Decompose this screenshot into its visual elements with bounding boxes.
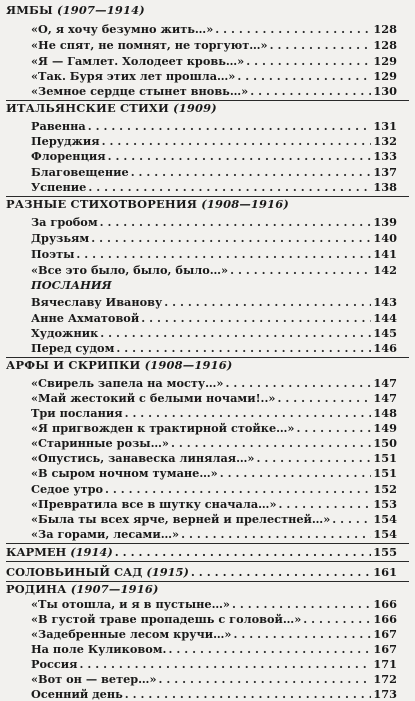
section-years: (1909) <box>173 101 217 115</box>
entry-page: 131 <box>373 120 397 133</box>
entry-page: 151 <box>373 467 397 480</box>
section-title-italian <box>6 101 217 115</box>
leader-dots <box>100 216 372 229</box>
toc-entry-nightingale-garden[interactable] <box>6 565 397 579</box>
leader-dots <box>76 248 371 261</box>
entry-page: 148 <box>373 407 397 420</box>
section-title-various <box>6 197 289 211</box>
section-years: (1908—1916) <box>144 358 233 372</box>
entry-title: Вячеславу Иванову <box>31 296 163 309</box>
section-title-harps <box>6 358 232 372</box>
leader-dots <box>232 598 371 611</box>
leader-dots <box>237 70 371 83</box>
section-title-rodina <box>6 582 159 596</box>
toc-entry[interactable] <box>31 39 397 52</box>
toc-entry[interactable] <box>31 264 397 277</box>
toc-entry-carmen[interactable] <box>6 545 397 559</box>
leader-dots <box>233 628 371 641</box>
leader-dots <box>181 528 371 541</box>
entry-title: «Ты отошла, и я в пустыне…» <box>31 598 230 611</box>
leader-dots <box>230 264 371 277</box>
entry-title: Перуджия <box>31 135 100 148</box>
toc-entry[interactable] <box>31 55 397 68</box>
entry-title: Перед судом <box>31 342 115 355</box>
entry-page: 133 <box>373 150 397 163</box>
toc-entry[interactable] <box>31 643 397 656</box>
leader-dots <box>297 422 372 435</box>
toc-entry[interactable] <box>31 392 397 405</box>
section-name: СОЛОВЬИНЫЙ САД <box>6 565 143 579</box>
leader-dots <box>100 327 371 340</box>
entry-title: Друзьям <box>31 232 90 245</box>
entry-page: 166 <box>373 598 397 611</box>
entry-page: 138 <box>373 181 397 194</box>
leader-dots <box>277 392 371 405</box>
leader-dots <box>169 643 372 656</box>
entry-title: За гробом <box>31 216 98 229</box>
toc-entry[interactable] <box>31 452 397 465</box>
leader-dots <box>250 85 371 98</box>
entry-title: Художник <box>31 327 99 340</box>
entry-page: 173 <box>373 688 397 701</box>
entry-page: 141 <box>373 248 397 261</box>
entry-page: 132 <box>373 135 397 148</box>
leader-dots <box>108 150 372 163</box>
leader-dots <box>332 513 371 526</box>
leader-dots <box>270 39 372 52</box>
section-years: (1914) <box>70 545 113 559</box>
section-name: АРФЫ И СКРИПКИ <box>6 358 141 372</box>
entry-page: 172 <box>373 673 397 686</box>
toc-entry[interactable] <box>31 673 397 686</box>
leader-dots <box>80 658 372 671</box>
entry-title: Россия <box>31 658 78 671</box>
section-name: КАРМЕН <box>6 545 67 559</box>
entry-title: Осенний день <box>31 688 123 701</box>
entry-page: 144 <box>373 312 397 325</box>
section-years: (1915) <box>146 565 189 579</box>
toc-entry[interactable] <box>31 628 397 641</box>
entry-title: Седое утро <box>31 483 104 496</box>
entry-title: «Опустись, занавеска линялая…» <box>31 452 255 465</box>
leader-dots <box>159 673 372 686</box>
entry-page: 129 <box>373 70 397 83</box>
leader-dots <box>171 437 371 450</box>
toc-entry[interactable] <box>31 70 397 83</box>
leader-dots <box>246 55 371 68</box>
entry-page: 152 <box>373 483 397 496</box>
toc-entry[interactable] <box>31 150 397 163</box>
toc-entry[interactable] <box>31 135 397 148</box>
entry-page: 150 <box>373 437 397 450</box>
entry-title: Благовещение <box>31 166 129 179</box>
toc-entry[interactable] <box>31 483 397 496</box>
entry-page: 153 <box>373 498 397 511</box>
toc-entry[interactable] <box>31 327 397 340</box>
toc-entry[interactable] <box>31 216 397 229</box>
leader-dots <box>303 613 371 626</box>
toc-entry[interactable] <box>31 312 397 325</box>
entry-page: 166 <box>373 613 397 626</box>
entry-page: 146 <box>373 342 397 355</box>
leader-dots <box>256 452 371 465</box>
entry-page: 171 <box>373 658 397 671</box>
entry-page: 149 <box>373 422 397 435</box>
leader-dots <box>116 342 371 355</box>
leader-dots <box>279 498 372 511</box>
entry-title: «Вот он — ветер…» <box>31 673 157 686</box>
leader-dots <box>115 545 372 559</box>
entry-title: «Старинные розы…» <box>31 437 169 450</box>
entry-title: «В сыром ночном тумане…» <box>31 467 218 480</box>
toc-entry[interactable] <box>31 166 397 179</box>
entry-page: 147 <box>373 377 397 390</box>
toc-entry[interactable] <box>31 85 397 98</box>
section-divider <box>6 561 409 562</box>
leader-dots <box>88 120 372 133</box>
section-title-yamby <box>6 3 145 17</box>
section-name: ЯМБЫ <box>6 3 53 17</box>
entry-page: 143 <box>373 296 397 309</box>
subsection-title-poslaniya: ПОСЛАНИЯ <box>31 278 112 292</box>
section-name: ИТАЛЬЯНСКИЕ СТИХИ <box>6 101 169 115</box>
toc-entry[interactable] <box>31 407 397 420</box>
entry-title: «Я — Гамлет. Холодеет кровь…» <box>31 55 245 68</box>
entry-title: На поле Куликовом. <box>31 643 167 656</box>
toc-entry[interactable] <box>31 342 397 355</box>
entry-title: «В густой траве пропадешь с головой…» <box>31 613 302 626</box>
toc-entry[interactable] <box>31 658 397 671</box>
entry-title: Флоренция <box>31 150 106 163</box>
toc-entry[interactable] <box>31 513 397 526</box>
section-divider <box>6 543 409 544</box>
toc-entry[interactable] <box>31 688 397 701</box>
leader-dots <box>131 166 372 179</box>
entry-page: 167 <box>373 628 397 641</box>
toc-entry[interactable] <box>31 120 397 133</box>
entry-title: «Май жестокий с белыми ночами!..» <box>31 392 276 405</box>
toc-entry[interactable] <box>31 296 397 309</box>
entry-page: 155 <box>373 545 397 559</box>
entry-title: «Задебренные лесом кручи…» <box>31 628 232 641</box>
entry-page: 151 <box>373 452 397 465</box>
entry-title: «Свирель запела на мосту…» <box>31 377 224 390</box>
entry-title: Равенна <box>31 120 86 133</box>
entry-page: 167 <box>373 643 397 656</box>
entry-title: «Превратила все в шутку сначала…» <box>31 498 277 511</box>
leader-dots <box>88 181 371 194</box>
entry-page: 129 <box>373 55 397 68</box>
leader-dots <box>125 688 372 701</box>
entry-page: 161 <box>373 565 397 579</box>
toc-entry[interactable] <box>31 613 397 626</box>
leader-dots <box>102 135 372 148</box>
section-years: (1907—1914) <box>57 3 145 17</box>
leader-dots <box>105 483 371 496</box>
entry-title: «Все это было, было, было…» <box>31 264 229 277</box>
leader-dots <box>164 296 371 309</box>
entry-page: 147 <box>373 392 397 405</box>
toc-entry[interactable] <box>31 598 397 611</box>
entry-title: «Так. Буря этих лет прошла…» <box>31 70 236 83</box>
entry-title: «Не спят, не помнят, не торгуют…» <box>31 39 268 52</box>
entry-page: 130 <box>373 85 397 98</box>
entry-page: 137 <box>373 166 397 179</box>
leader-dots <box>225 377 371 390</box>
entry-page: 154 <box>373 528 397 541</box>
entry-title: «О, я хочу безумно жить…» <box>31 23 214 36</box>
toc-entry[interactable] <box>31 498 397 511</box>
entry-page: 128 <box>373 39 397 52</box>
toc-entry[interactable] <box>31 232 397 245</box>
entry-page: 142 <box>373 264 397 277</box>
leader-dots <box>215 23 371 36</box>
entry-page: 140 <box>373 232 397 245</box>
section-name: РАЗНЫЕ СТИХОТВОРЕНИЯ <box>6 197 198 211</box>
leader-dots <box>191 565 371 579</box>
entry-page: 139 <box>373 216 397 229</box>
entry-title: «Была ты всех ярче, верней и прелестней…» <box>31 513 331 526</box>
leader-dots <box>125 407 372 420</box>
toc-entry[interactable] <box>31 181 397 194</box>
toc-entry[interactable] <box>31 422 397 435</box>
leader-dots <box>141 312 371 325</box>
section-years: (1907—1916) <box>70 582 159 596</box>
entry-title: Анне Ахматовой <box>31 312 140 325</box>
toc-entry[interactable] <box>31 437 397 450</box>
entry-title: «Земное сердце стынет вновь…» <box>31 85 249 98</box>
toc-entry[interactable] <box>31 528 397 541</box>
leader-dots <box>220 467 372 480</box>
toc-entry[interactable] <box>31 467 397 480</box>
section-years: (1908—1916) <box>201 197 290 211</box>
entry-title: «За горами, лесами…» <box>31 528 180 541</box>
entry-title: Успение <box>31 181 87 194</box>
section-name: РОДИНА <box>6 582 67 596</box>
toc-entry[interactable] <box>31 23 397 36</box>
leader-dots <box>91 232 371 245</box>
entry-page: 145 <box>373 327 397 340</box>
entry-title: Поэты <box>31 248 75 261</box>
toc-entry[interactable] <box>31 377 397 390</box>
entry-title: «Я пригвожден к трактирной стойке…» <box>31 422 295 435</box>
entry-page: 128 <box>373 23 397 36</box>
entry-page: 154 <box>373 513 397 526</box>
toc-entry[interactable] <box>31 248 397 261</box>
entry-title: Три послания <box>31 407 123 420</box>
